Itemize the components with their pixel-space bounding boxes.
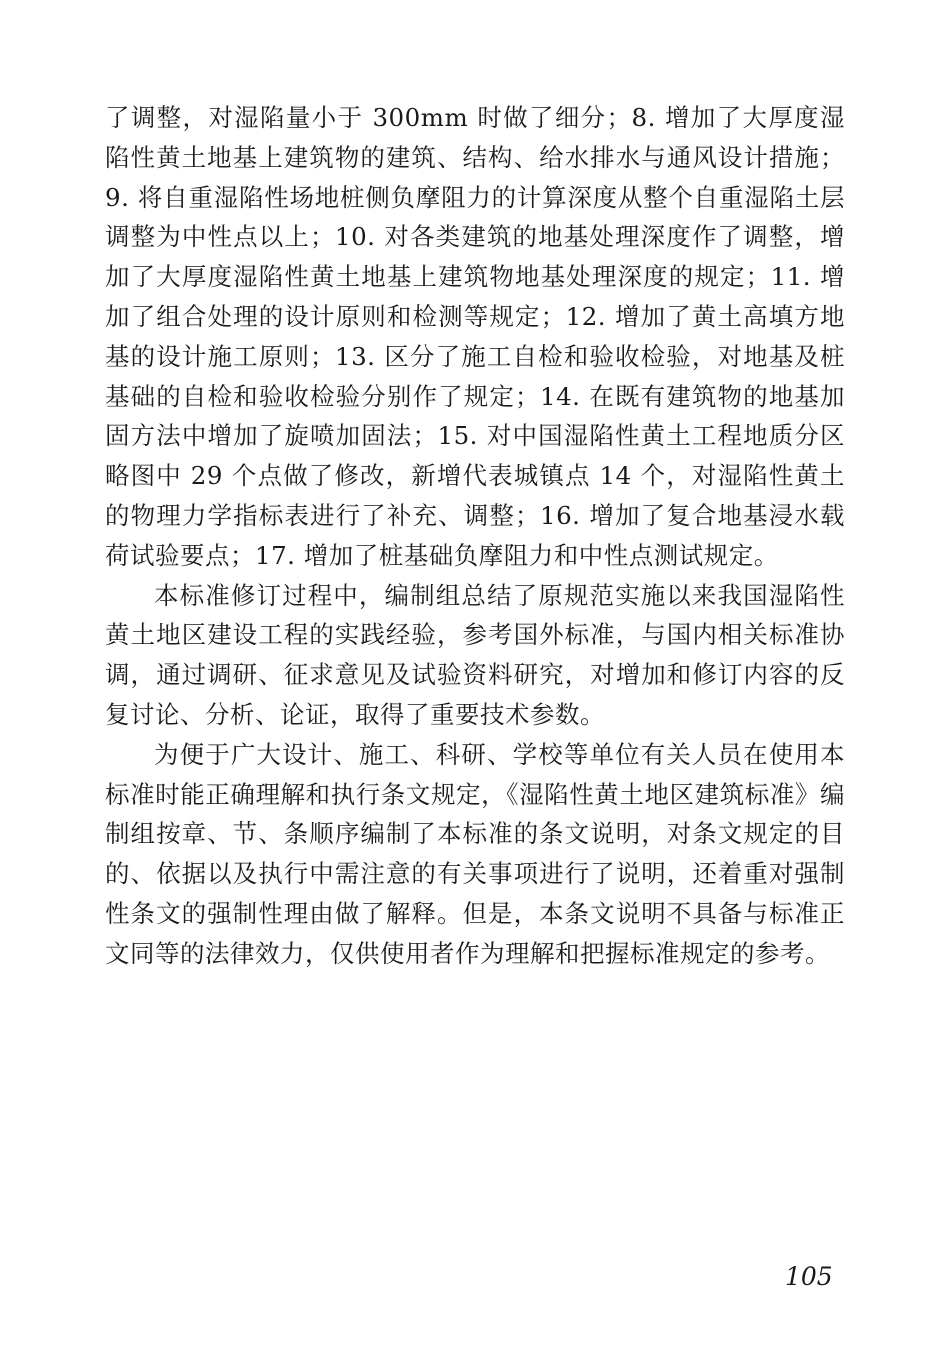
- page-number: 105: [785, 1262, 833, 1291]
- paragraph-revision-process: 本标准修订过程中，编制组总结了原规范实施以来我国湿陷性黄土地区建设工程的实践经验，参考国外标准，与国内相关标准协调，通过调研、征求意见及试验资料研究，对增加和修订内容的反复讨论、分析、论证，取得了重要技术参数。: [105, 580, 845, 729]
- paragraph-explanation-purpose: 为便于广大设计、施工、科研、学校等单位有关人员在使用本标准时能正确理解和执行条文规定，《湿陷性黄土地区建筑标准》编制组按章、节、条顺序编制了本标准的条文说明，对条文规定的目的、依据以及执行中需注意的有关事项进行了说明，还着重对强制性条文的强制性理由做了解释。但是，本条文说明不具备与标准正文同等的法律效力，仅供使用者作为理解和把握标准规定的参考。: [105, 739, 845, 968]
- body-text: [105, 98, 845, 974]
- paragraph-continued: 了调整，对湿陷量小于 300mm 时做了细分；8. 增加了大厚度湿陷性黄土地基上建筑物的建筑、结构、给水排水与通风设计措施；9. 将自重湿陷性场地桩侧负摩阻力的计算深度从整个自重湿陷土层调整为中性点以上；10. 对各类建筑的地基处理深度作了调整，增加了大厚度湿陷性黄土地基上建筑物地基处理深度的规定；11. 增加了组合处理的设计原则和检测等规定；12. 增加了黄土高填方地基的设计施工原则；13. 区分了施工自检和验收检验，对地基及桩基础的自检和验收检验分别作了规定；14. 在既有建筑物的地基加固方法中增加了旋喷加固法；15. 对中国湿陷性黄土工程地质分区略图中 29 个点做了修改，新增代表城镇点 14 个，对湿陷性黄土的物理力学指标表进行了补充、调整；16. 增加了复合地基浸水载荷试验要点；17. 增加了桩基础负摩阻力和中性点测试规定。: [105, 103, 845, 570]
